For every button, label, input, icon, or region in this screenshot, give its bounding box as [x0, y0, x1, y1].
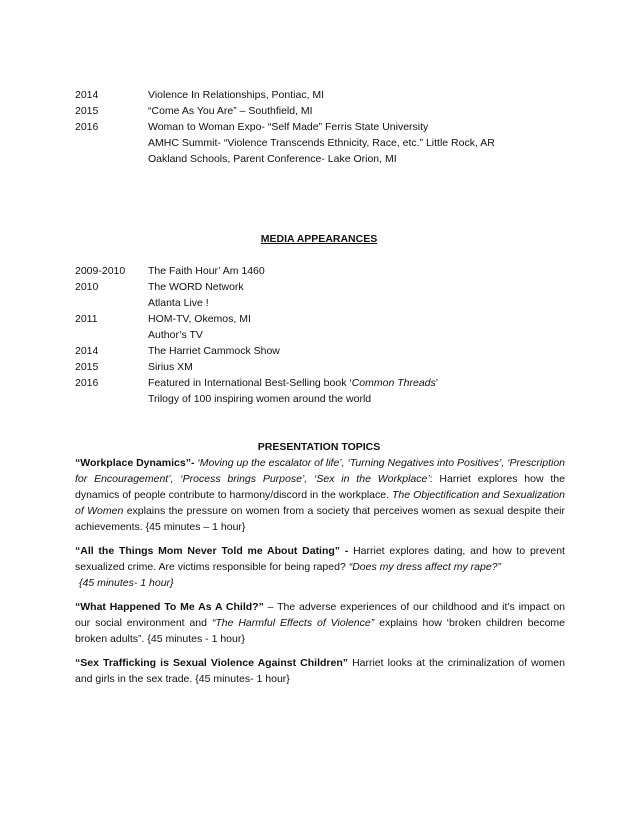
media-text: The Faith Hour’ Am 1460	[148, 265, 265, 277]
media-year: 2015	[75, 361, 99, 373]
topic-workplace-dynamics	[75, 455, 565, 535]
book-title: Common Threads	[351, 377, 436, 389]
topic-childhood	[75, 599, 565, 647]
topic-title: “Workplace Dynamics”-	[75, 457, 198, 469]
media-text: Trilogy of 100 inspiring women around the world	[148, 393, 372, 405]
media-year: 2011	[75, 313, 98, 325]
media-text: Sirius XM	[148, 361, 193, 373]
media-text	[148, 375, 438, 391]
media-heading: MEDIA APPEARANCES	[260, 233, 378, 245]
topic-subtitle: The Objectification and Sexualization of Women	[75, 489, 565, 517]
event-year: 2016	[75, 121, 99, 133]
event-year: 2015	[75, 105, 99, 117]
topic-description: explains the pressure on women from a society that perceives women as sexual despite their achievements. {45 minutes – 1 hour}	[75, 505, 565, 533]
media-year: 2016	[75, 377, 99, 389]
topic-dating	[75, 543, 565, 591]
event-text: Woman to Woman Expo- “Self Made” Ferris State University	[148, 121, 429, 133]
event-text: “Come As You Are” – Southfield, MI	[148, 105, 313, 117]
topic-description: : Harriet explores how the dynamics of people contribute to harmony/discord in the workplace.	[75, 473, 565, 501]
media-text: Atlanta Live !	[148, 297, 209, 309]
media-text: The WORD Network	[148, 281, 244, 293]
topic-description: explains how ‘broken children become broken adults”. {45 minutes - 1 hour}	[75, 617, 566, 645]
topic-description: Harriet looks at the criminalization of women and girls in the sex trade. {45 minutes- 1 hour}	[75, 657, 565, 685]
topic-sex-trafficking	[75, 655, 565, 687]
topic-quote: “Does my dress affect my rape?”	[348, 561, 502, 573]
media-text: Author’s TV	[148, 329, 203, 341]
media-year: 2010	[75, 281, 99, 293]
media-year: 2009-2010	[75, 265, 126, 277]
topic-description: – The adverse experiences of our childhood and it’s impact on our social environment and	[75, 601, 565, 629]
event-text: AMHC Summit- “Violence Transcends Ethnicity, Race, etc.” Little Rock, AR	[148, 137, 495, 149]
topic-title: “Sex Trafficking is Sexual Violence Against Children”	[75, 657, 353, 669]
topic-title: “What Happened To Me As A Child?”	[75, 601, 268, 613]
event-year: 2014	[75, 89, 99, 101]
topic-duration: {45 minutes- 1 hour}	[79, 577, 174, 589]
media-text: The Harriet Cammock Show	[148, 345, 280, 357]
media-year: 2014	[75, 345, 99, 357]
event-text: Oakland Schools, Parent Conference- Lake Orion, MI	[148, 153, 397, 165]
media-text: HOM-TV, Okemos, MI	[148, 313, 251, 325]
book-prefix: Featured in International Best-Selling book ‘	[148, 377, 352, 389]
topic-description: Harriet explores dating, and how to prevent sexualized crime. Are victims responsible for being raped?	[75, 545, 565, 573]
topic-subtopics: ‘Moving up the escalator of life’, ‘Turning Negatives into Positives’, ‘Prescription for Encouragement’, ‘Process brings Purpose’, ‘Sex in the Workplace’	[75, 457, 565, 485]
topic-quote: “The Harmful Effects of Violence”	[211, 617, 375, 629]
event-text: Violence In Relationships, Pontiac, MI	[148, 89, 325, 101]
topics-heading: PRESENTATION TOPICS	[257, 441, 381, 453]
topic-title: “All the Things Mom Never Told me About Dating” -	[75, 545, 354, 557]
book-suffix: ’	[435, 377, 439, 389]
